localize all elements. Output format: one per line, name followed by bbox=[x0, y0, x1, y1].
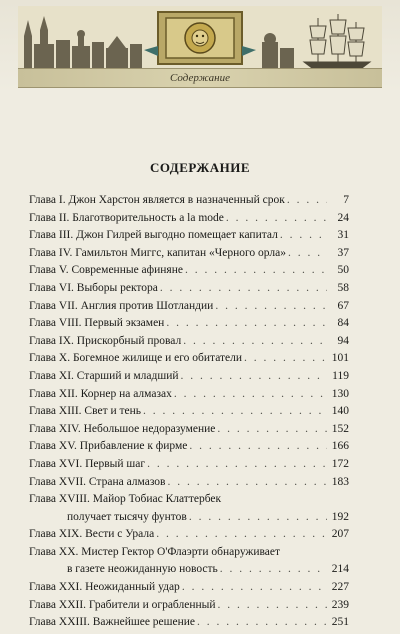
toc-entry[interactable] bbox=[29, 247, 349, 265]
toc-leader-dots bbox=[143, 405, 327, 417]
toc-leader-dots bbox=[244, 352, 327, 364]
table-of-contents bbox=[29, 194, 349, 634]
toc-entry-title: Глава III. Джон Гилрей выгодно помещает капитал bbox=[29, 229, 278, 242]
toc-entry[interactable] bbox=[29, 511, 349, 529]
toc-entry-title: Глава XXII. Грабители и ограбленный bbox=[29, 598, 216, 611]
toc-leader-dots bbox=[181, 370, 327, 382]
toc-page-number: 50 bbox=[337, 264, 349, 277]
toc-entry[interactable] bbox=[29, 317, 349, 335]
toc-leader-dots bbox=[288, 247, 327, 259]
toc-leader-dots bbox=[218, 599, 327, 611]
toc-leader-dots bbox=[166, 317, 327, 329]
toc-page-number: 251 bbox=[331, 616, 349, 629]
toc-entry-title: в газете неожиданную новость bbox=[67, 563, 218, 576]
toc-page-number: 227 bbox=[331, 581, 349, 594]
toc-entry-title: Глава XIII. Свет и тень bbox=[29, 405, 142, 418]
toc-leader-dots bbox=[167, 476, 327, 488]
toc-page-number: 239 bbox=[331, 598, 349, 611]
toc-leader-dots bbox=[226, 212, 327, 224]
toc-page-number: 172 bbox=[331, 457, 349, 470]
toc-entry[interactable] bbox=[29, 528, 349, 546]
toc-entry[interactable] bbox=[29, 212, 349, 230]
toc-entry-title: Глава VI. Выборы ректора bbox=[29, 281, 158, 294]
toc-page-number: 192 bbox=[331, 510, 349, 523]
toc-entry-title: Глава II. Благотворительность а la mode bbox=[29, 211, 224, 224]
toc-entry-title: Глава XII. Корнер на алмазах bbox=[29, 387, 172, 400]
toc-page-number: 31 bbox=[337, 229, 349, 242]
toc-entry[interactable] bbox=[29, 423, 349, 441]
toc-leader-dots bbox=[217, 423, 327, 435]
toc-page-number: 84 bbox=[337, 317, 349, 330]
toc-page-number: 24 bbox=[337, 211, 349, 224]
toc-page-number: 119 bbox=[332, 369, 349, 382]
toc-entry-title: Глава XIV. Небольшое недоразумение bbox=[29, 422, 216, 435]
toc-leader-dots bbox=[189, 440, 327, 452]
header-strip bbox=[18, 68, 382, 88]
toc-entry[interactable] bbox=[29, 563, 349, 581]
toc-entry[interactable] bbox=[29, 300, 349, 318]
toc-entry-title: Глава I. Джон Харстон является в назначенный срок bbox=[29, 194, 285, 206]
toc-entry[interactable] bbox=[29, 282, 349, 300]
toc-page-number: 58 bbox=[337, 281, 349, 294]
toc-entry[interactable] bbox=[29, 458, 349, 476]
toc-page-number: 67 bbox=[337, 299, 349, 312]
toc-page-number: 7 bbox=[343, 194, 349, 206]
toc-entry-title: Глава XVI. Первый шаг bbox=[29, 457, 146, 470]
toc-leader-dots bbox=[220, 563, 327, 575]
toc-entry[interactable] bbox=[29, 476, 349, 494]
toc-leader-dots bbox=[287, 194, 327, 206]
toc-entry[interactable] bbox=[29, 405, 349, 423]
toc-leader-dots bbox=[197, 616, 327, 628]
toc-entry-title: Глава XXIII. Важнейшее решение bbox=[29, 616, 196, 629]
toc-entry-title: Глава V. Современные афиняне bbox=[29, 264, 183, 277]
toc-entry-title: Глава VIII. Первый экзамен bbox=[29, 317, 165, 330]
toc-page-number: 101 bbox=[331, 352, 349, 365]
header-illustration bbox=[18, 6, 382, 70]
toc-entry-title: Глава XX. Мистер Гектор О'Флаэрти обнаруживает bbox=[29, 545, 281, 558]
toc-entry[interactable] bbox=[29, 229, 349, 247]
toc-page-number: 207 bbox=[331, 528, 349, 541]
toc-entry-title: Глава XXI. Неожиданный удар bbox=[29, 581, 180, 594]
toc-entry[interactable] bbox=[29, 335, 349, 353]
toc-page-number: 130 bbox=[331, 387, 349, 400]
toc-entry[interactable] bbox=[29, 546, 349, 564]
toc-leader-dots bbox=[183, 335, 327, 347]
toc-entry[interactable] bbox=[29, 599, 349, 617]
toc-entry-title: Глава XVII. Страна алмазов bbox=[29, 475, 166, 488]
header-caption: Содержание bbox=[169, 72, 230, 84]
toc-page-number: 140 bbox=[331, 405, 349, 418]
toc-page-number: 152 bbox=[331, 422, 349, 435]
toc-entry-title: Глава XVIII. Майор Тобиас Клаттербек bbox=[29, 493, 222, 506]
toc-entry-title: Глава XI. Старший и младший bbox=[29, 369, 179, 382]
toc-leader-dots bbox=[156, 528, 327, 540]
toc-entry[interactable] bbox=[29, 616, 349, 634]
toc-entry[interactable] bbox=[29, 440, 349, 458]
toc-leader-dots bbox=[189, 511, 327, 523]
toc-entry-title: Глава XIX. Вести с Урала bbox=[29, 528, 155, 541]
toc-page-number: 94 bbox=[337, 334, 349, 347]
toc-page-number: 166 bbox=[331, 440, 349, 453]
toc-entry[interactable] bbox=[29, 388, 349, 406]
toc-page-number: 183 bbox=[331, 475, 349, 488]
toc-entry[interactable] bbox=[29, 194, 349, 212]
toc-entry-title: Глава IV. Гамильтон Миггс, капитан «Черного орла» bbox=[29, 246, 287, 259]
toc-entry-title: Глава VII. Англия против Шотландии bbox=[29, 299, 214, 312]
toc-entry-title: получает тысячу фунтов bbox=[67, 510, 187, 523]
page-title: СОДЕРЖАНИЕ bbox=[149, 160, 251, 175]
toc-entry[interactable] bbox=[29, 352, 349, 370]
toc-leader-dots bbox=[182, 581, 327, 593]
toc-leader-dots bbox=[185, 264, 327, 276]
toc-leader-dots bbox=[174, 388, 327, 400]
toc-entry[interactable] bbox=[29, 493, 349, 511]
lion-emblem bbox=[144, 12, 256, 64]
toc-entry-title: Глава XV. Прибавление к фирме bbox=[29, 440, 188, 453]
toc-page-number: 214 bbox=[331, 563, 349, 576]
toc-entry[interactable] bbox=[29, 581, 349, 599]
toc-leader-dots bbox=[280, 229, 327, 241]
toc-page-number: 37 bbox=[337, 246, 349, 259]
toc-leader-dots bbox=[147, 458, 327, 470]
toc-leader-dots bbox=[215, 300, 327, 312]
toc-entry[interactable] bbox=[29, 370, 349, 388]
toc-leader-dots bbox=[160, 282, 327, 294]
toc-entry-title: Глава IX. Прискорбный провал bbox=[29, 334, 182, 347]
toc-entry-title: Глава X. Богемное жилище и его обитатели bbox=[29, 352, 243, 365]
toc-entry[interactable] bbox=[29, 264, 349, 282]
